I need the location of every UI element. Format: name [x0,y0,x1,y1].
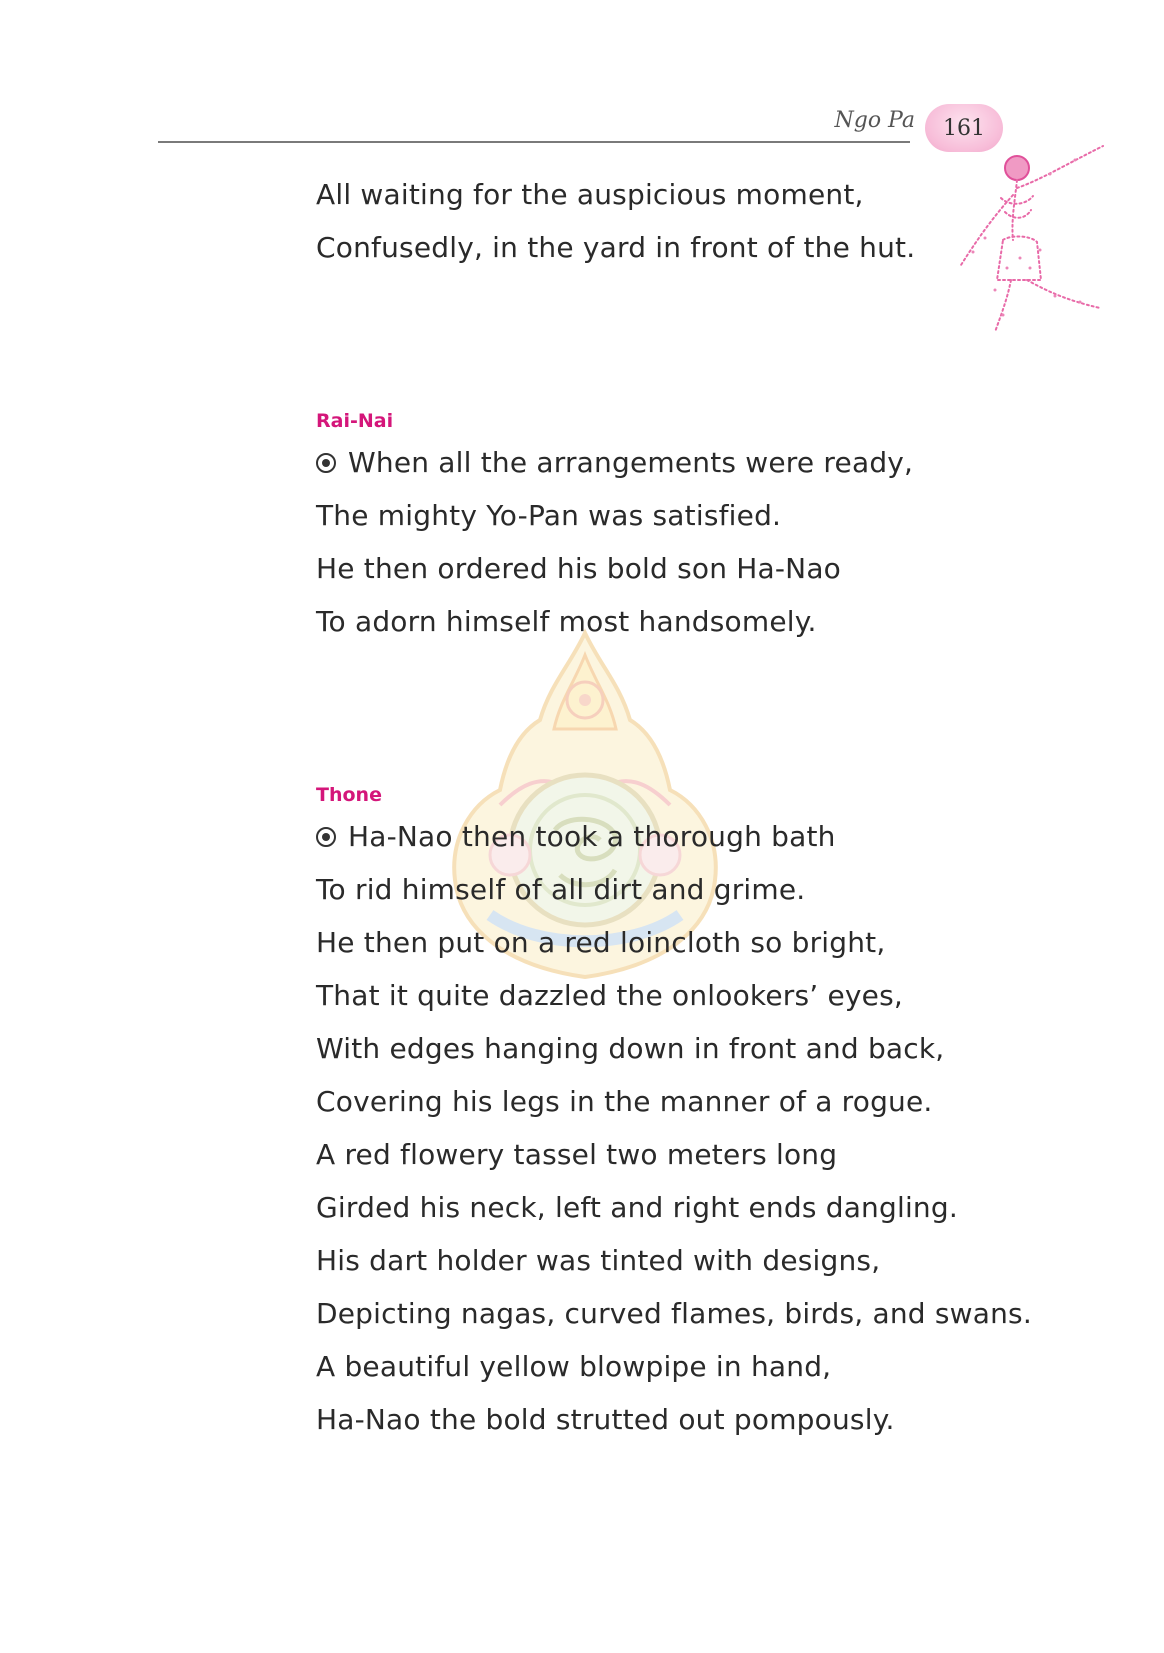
verse-line: Ha-Nao the bold strutted out pompously. [316,1403,895,1436]
verse-line: Girded his neck, left and right ends dangling. [316,1191,958,1224]
page-number: 161 [943,115,985,141]
bullet-icon [316,453,336,473]
bullet-icon [316,827,336,847]
verse-line: That it quite dazzled the onlookers’ eyes, [316,979,903,1012]
verse-line: A beautiful yellow blowpipe in hand, [316,1350,832,1383]
running-title: Ngo Pa [834,108,915,133]
verse-line-text: When all the arrangements were ready, [348,446,914,479]
verse-line: To adorn himself most handsomely. [316,605,817,638]
section-label-rai-nai: Rai-Nai [316,410,394,432]
verse-line: He then put on a red loincloth so bright, [316,926,886,959]
verse-line: The mighty Yo-Pan was satisfied. [316,499,782,532]
thone-stanza [316,810,1032,1446]
verse-line-text: Ha-Nao then took a thorough bath [348,820,836,853]
verse-line: With edges hanging down in front and back, [316,1032,945,1065]
verse-line: Depicting nagas, curved flames, birds, and swans. [316,1297,1032,1330]
verse-line: Covering his legs in the manner of a rogue. [316,1085,933,1118]
verse-line [316,810,1032,863]
verse-line: To rid himself of all dirt and grime. [316,873,806,906]
rai-nai-stanza [316,436,913,648]
dancer-figure-icon [955,140,1115,340]
verse-line: He then ordered his bold son Ha-Nao [316,552,842,585]
verse-line: His dart holder was tinted with designs, [316,1244,881,1277]
verse-line: A red flowery tassel two meters long [316,1138,838,1171]
section-label-thone: Thone [316,784,382,806]
opening-stanza [316,168,915,274]
header-rule [158,141,910,143]
verse-line [316,436,913,489]
verse-line: All waiting for the auspicious moment, [316,178,864,211]
verse-line: Confusedly, in the yard in front of the hut. [316,231,916,264]
